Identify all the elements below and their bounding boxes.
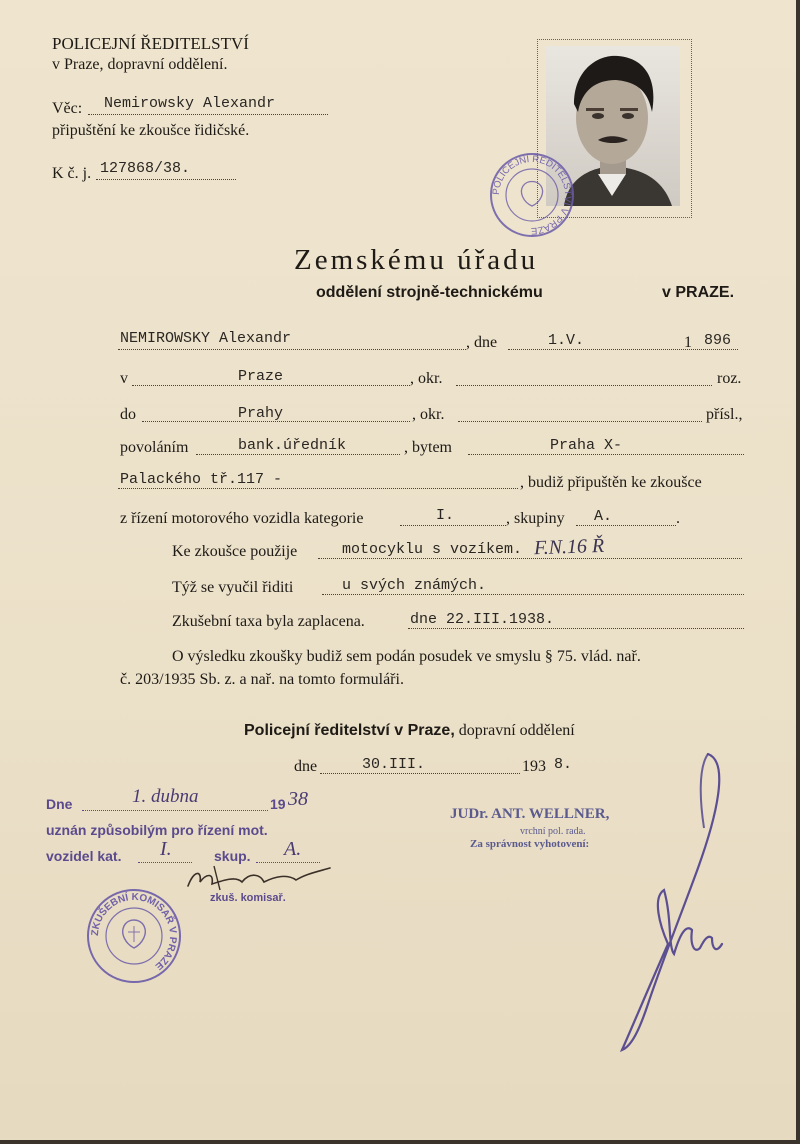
subject-line: připuštění ke zkoušce řidičské. <box>52 122 250 139</box>
group-dotted-line <box>576 525 676 526</box>
birth-place-dotted-line <box>132 385 410 386</box>
group-end: . <box>676 510 680 527</box>
result-date-dotted-line <box>82 810 268 811</box>
street-address: Palackého tř.117 - <box>120 471 283 488</box>
addressee-department: oddělení strojně-technickému <box>316 284 543 301</box>
name-dotted-line <box>118 349 466 350</box>
result-group-label: skup. <box>214 848 251 864</box>
kcj-dotted-line <box>96 179 236 180</box>
street-dotted-line <box>118 488 518 489</box>
commissar-stamp-text: ZKUŠEBNÍ KOMISAŘ V PRAZE <box>89 891 179 972</box>
vehicle-dotted-line <box>318 558 742 559</box>
vec-label: Věc: <box>52 100 83 117</box>
result-paragraph-line1: O výsledku zkoušky budiž sem podán posudek ve smyslu § 75. vlád. nař. <box>172 648 641 665</box>
birth-day: 1.V. <box>548 332 585 349</box>
result-year-prefix: 19 <box>270 796 286 812</box>
okr-dotted-line-2 <box>458 421 702 422</box>
kcj-label: K č. j. <box>52 165 92 182</box>
group-value: A. <box>594 508 613 525</box>
police-round-stamp <box>487 150 577 240</box>
birth-year: 896 <box>704 332 732 349</box>
issuer-date-dotted-line <box>320 773 520 774</box>
addressee-title: Zemskému úřadu <box>294 244 539 276</box>
issuer-line <box>244 722 575 740</box>
office-name-line1: POLICEJNÍ ŘEDITELSTVÍ <box>52 34 249 53</box>
applicant-name: NEMIROWSKY Alexandr <box>120 330 292 347</box>
result-dne-label: Dne <box>46 796 73 812</box>
category-dotted-line <box>400 525 506 526</box>
okr-label-2: , okr. <box>412 406 445 423</box>
birth-date-dotted-line <box>508 349 738 350</box>
vec-value: Nemirowsky Alexandr <box>104 95 276 112</box>
vehicle-label: Ke zkoušce použije <box>172 543 298 560</box>
do-label: do <box>120 406 136 423</box>
official-name-stamp: JUDr. ANT. WELLNER, <box>450 806 610 822</box>
result-category-label: vozidel kat. <box>46 848 122 864</box>
issuer-year-suffix: 8. <box>554 756 573 773</box>
group-label: , skupiny <box>506 510 565 527</box>
bytem-label: , bytem <box>404 439 452 456</box>
birth-place: Praze <box>238 368 284 385</box>
result-year-suffix: 38 <box>288 788 308 810</box>
residence: Praha X- <box>550 437 623 454</box>
issuer-date-label: dne <box>294 758 318 775</box>
okr-label-1: , okr. <box>410 370 443 387</box>
birth-year-prefix: 1 <box>684 334 692 351</box>
commissar-round-stamp <box>84 886 184 986</box>
admitted-text: , budiž připuštěn ke zkoušce <box>520 474 702 491</box>
v-label: v <box>120 370 128 387</box>
occupation-label: povoláním <box>120 439 189 456</box>
issuer-date-value: 30.III. <box>362 756 426 773</box>
result-date-handwritten: 1. dubna <box>132 786 199 807</box>
issuer-office-bold: Policejní ředitelství v Praze, <box>244 722 455 739</box>
fee-dotted-line <box>408 628 744 629</box>
vehicle: motocyklu s vozíkem. <box>342 541 523 558</box>
learned-value: u svých známých. <box>342 577 487 594</box>
occupation-dotted-line <box>196 454 400 455</box>
learned-label: Týž se vyučil řiditi <box>172 579 294 596</box>
vec-dotted-line <box>88 114 328 115</box>
result-paragraph-line2: č. 203/1935 Sb. z. a nař. na tomto formuláři. <box>120 671 404 688</box>
result-category-handwritten: I. <box>160 838 172 860</box>
learned-dotted-line <box>322 594 744 595</box>
occupation: bank.úředník <box>238 437 347 454</box>
domicile: Prahy <box>238 405 284 422</box>
category-label: z řízení motorového vozidla kategorie <box>120 510 364 527</box>
prisl-label: přísl., <box>706 406 743 423</box>
commissar-label: zkuš. komisař. <box>210 892 286 904</box>
police-stamp-text: POLICEJNÍ ŘEDITELSTVÍ V PRAZE <box>490 153 574 237</box>
roz-label: roz. <box>717 370 742 387</box>
addressee-city: v PRAZE. <box>662 284 735 301</box>
official-rank-stamp: vrchní pol. rada. <box>520 826 586 837</box>
fee-date: dne 22.III.1938. <box>410 611 555 628</box>
office-name-line2: v Praze, dopravní oddělení. <box>52 56 228 73</box>
okr-dotted-line-1 <box>456 385 712 386</box>
dne-label: , dne <box>466 334 498 351</box>
commissar-signature <box>184 862 334 896</box>
residence-dotted-line <box>468 454 744 455</box>
issuer-office-rest: dopravní oddělení <box>454 722 575 739</box>
vehicle-plate-handwritten: F.N.16 Ř <box>533 534 605 560</box>
fee-label: Zkušební taxa byla zaplacena. <box>172 613 365 630</box>
kcj-value: 127868/38. <box>100 160 191 177</box>
attest-stamp: Za správnost vyhotovení: <box>470 838 590 850</box>
issuer-year-prefix: 193 <box>522 758 546 775</box>
result-line2: uznán způsobilým pro řízení mot. <box>46 822 268 838</box>
official-signature <box>612 748 732 1058</box>
category-value: I. <box>436 507 455 524</box>
result-group-handwritten: A. <box>284 838 302 860</box>
